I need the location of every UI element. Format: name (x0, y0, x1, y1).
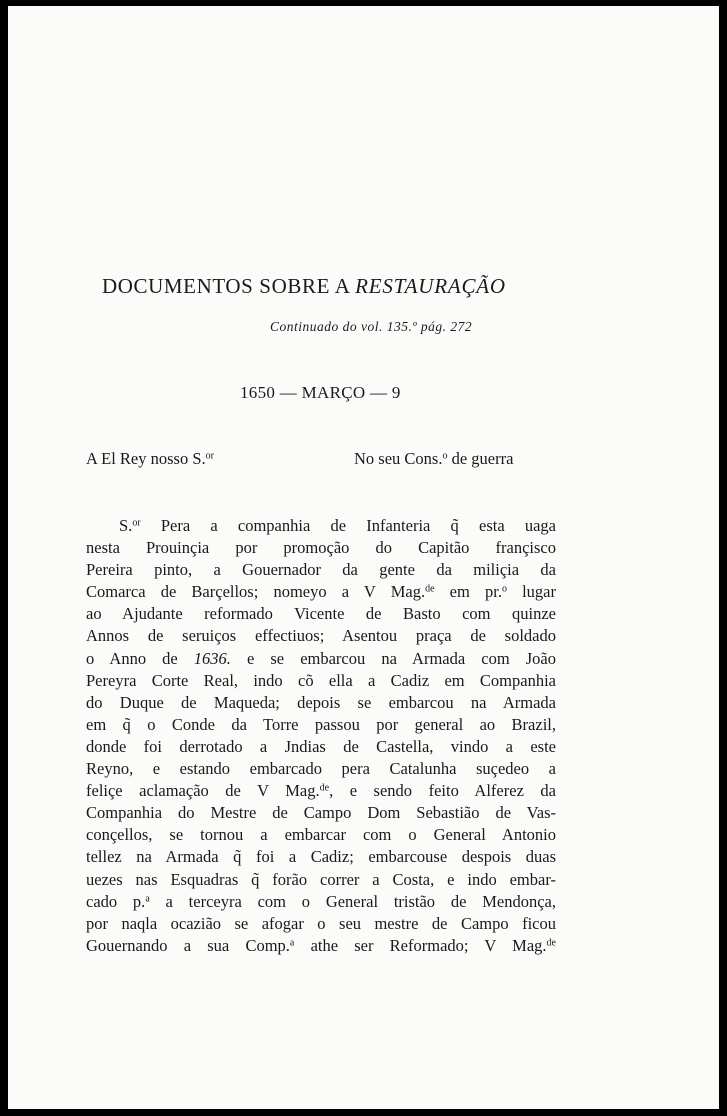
superscript: or (132, 517, 141, 529)
body-paragraph (86, 515, 556, 957)
text-segment: Pera a companhia de Infanteria q̃ esta uaga (140, 516, 556, 535)
council-tail: de guerra (447, 449, 514, 468)
superscript: a (289, 937, 295, 949)
document-title (102, 274, 506, 299)
text-line (86, 515, 556, 537)
text-segment: S. (119, 516, 133, 535)
superscript: de (546, 937, 556, 949)
continuation-note: Continuado do vol. 135.º pág. 272 (270, 319, 473, 334)
title-italic: RESTAURAÇÃO (355, 274, 506, 298)
text-segment: e se embarcou na Armada com João (230, 648, 556, 668)
addressee-sup: or (205, 450, 214, 462)
text-line: conçellos, se tornou a embarcar com o General Antonio (86, 825, 556, 845)
text-line: uezes nas Esquadras q̃ forão correr a Costa, e indo embar- (86, 869, 556, 889)
text-line (86, 780, 556, 802)
text-line: por naqla ocazião se afogar o seu mestre de Campo ficou (86, 913, 556, 933)
council-text: No seu Cons. (354, 449, 443, 468)
text-line (86, 891, 556, 913)
text-line: Pereyra Corte Real, indo cõ ella a Cadiz em Companhia (86, 670, 556, 690)
document-page (8, 6, 719, 1109)
superscript: a (145, 893, 150, 905)
text-line (86, 935, 556, 957)
document-date: 1650 — MARÇO — 9 (240, 383, 401, 402)
text-segment: a terceyra com o General tristão de Mendonça, (149, 891, 556, 911)
text-segment: o Anno de (86, 648, 194, 668)
text-line: Companhia do Mestre de Campo Dom Sebastião de Vas- (86, 803, 556, 823)
text-line: Pereira pinto, a Gouernador da gente da miliçia da (86, 560, 556, 580)
council-sup: o (442, 450, 448, 462)
addressee (86, 449, 214, 469)
text-line (86, 581, 556, 603)
addressee-text: A El Rey nosso S. (86, 449, 206, 468)
text-line: tellez na Armada q̃ foi a Cadiz; embarcouse despois duas (86, 847, 556, 867)
superscript: de (425, 583, 435, 595)
text-line: ao Ajudante reformado Vicente de Basto com quinze (86, 604, 556, 624)
council-note (354, 449, 513, 469)
text-line: donde foi derrotado a Jndias de Castella, vindo a este (86, 736, 556, 756)
text-segment: lugar (506, 582, 557, 602)
superscript: o (501, 583, 507, 595)
text-line: em q̃ o Conde da Torre passou por general ao Brazil, (86, 714, 556, 734)
text-segment: Gouernando a sua Comp. (86, 935, 290, 955)
title-plain: DOCUMENTOS SOBRE A (102, 274, 356, 298)
italic-year: 1636. (193, 648, 231, 668)
superscript: de (319, 782, 330, 794)
text-line: Annos de seruiços effectiuos; Asentou praça de soldado (86, 626, 556, 646)
text-segment: , e sendo feito Alferez da (329, 781, 556, 801)
text-segment: cado p. (86, 891, 146, 911)
text-line: Reyno, e estando embarcado pera Catalunha suçedeo a (86, 759, 556, 779)
text-line (86, 648, 556, 670)
text-line: nesta Prouinçia por promoção do Capitão françisco (86, 538, 556, 558)
text-segment: Comarca de Barçellos; nomeyo a V Mag. (86, 582, 426, 602)
text-segment: feliçe aclamação de V Mag. (86, 781, 320, 801)
text-segment: athe ser Reformado; V Mag. (294, 935, 547, 955)
text-segment: em pr. (434, 582, 502, 602)
text-line: do Duque de Maqueda; depois se embarcou na Armada (86, 692, 556, 712)
